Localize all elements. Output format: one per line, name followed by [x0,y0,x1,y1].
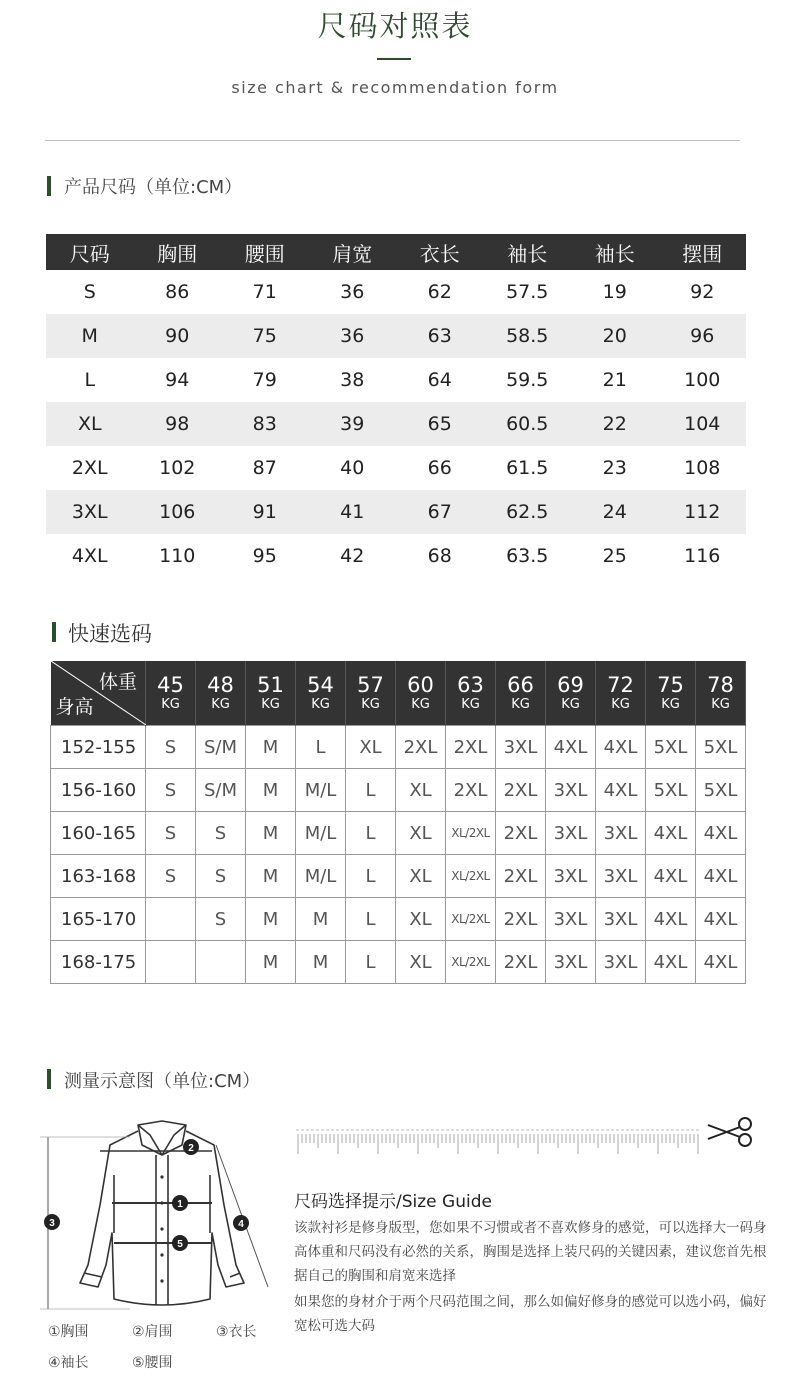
size-cell: 92 [690,281,715,303]
weight-value: 48 [207,673,234,697]
recommended-size-cell: S [146,769,196,812]
quick-section-title: 快速选码 [68,622,152,646]
recommended-size-cell: S [146,726,196,769]
size-cell: 21 [602,369,627,391]
size-cell: S [83,281,96,303]
weight-col-header [696,661,746,726]
recommended-size-cell: 5XL [696,726,746,769]
recommended-size-cell: 4XL [646,941,696,984]
recommended-size-cell [196,941,246,984]
quick-pick-row [51,941,746,984]
size-cell: 61.5 [506,457,549,479]
size-cell: 104 [659,402,747,446]
recommended-size-cell: XL [346,726,396,769]
weight-col-header [146,661,196,726]
size-cell: 25 [602,545,627,567]
quick-pick-row [51,812,746,855]
weight-value: 57 [357,673,384,697]
size-guide-paragraph-1: 该款衬衫是修身版型，您如果不习惯或者不喜欢修身的感觉，可以选择大一码身高体重和尺码没有必然的关系，胸围是选择上装尺码的关键因素，建议您首先根据自己的胸围和肩宽来选择 [294,1220,767,1284]
recommended-size-cell: M [246,812,296,855]
weight-value: 66 [507,673,534,697]
recommended-size-cell: M [246,726,296,769]
ruler-decoration [296,1126,706,1158]
recommended-size-cell: XL [396,941,446,984]
size-cell: 62.5 [484,490,572,534]
measure-section-title: 测量示意图（单位:CM） [64,1071,261,1092]
size-cell: 60.5 [484,402,572,446]
recommended-size-cell: 4XL [646,812,696,855]
weight-col-header [246,661,296,726]
recommended-size-cell: 3XL [596,855,646,898]
recommended-size-cell: M/L [296,855,346,898]
recommended-size-cell: 4XL [696,812,746,855]
size-cell: 106 [134,490,222,534]
size-section-title: 产品尺码（单位:CM） [64,177,243,198]
size-cell: 68 [427,545,452,567]
weight-value: 78 [707,673,734,697]
weight-col-header [496,661,546,726]
recommended-size-cell: L [346,855,396,898]
size-cell: 3XL [46,490,134,534]
recommended-size-cell: 3XL [496,726,546,769]
recommended-size-cell: 5XL [646,769,696,812]
size-cell: 95 [252,545,277,567]
recommended-size-cell: M/L [296,769,346,812]
size-row [46,402,746,446]
recommended-size-cell: M [296,898,346,941]
size-cell: 110 [159,545,196,567]
size-row [46,358,746,402]
weight-value: 60 [407,673,434,697]
recommended-size-cell: XL/2XL [446,941,496,984]
size-cell: 23 [602,457,627,479]
size-cell: 62 [427,281,452,303]
recommended-size-cell: 3XL [546,941,596,984]
size-cell: 91 [221,490,309,534]
recommended-size-cell: S [196,855,246,898]
corner-weight-label: 体重 [98,671,137,693]
size-cell: 58.5 [484,314,572,358]
size-col-header: 腰围 [221,234,309,270]
size-cell: 39 [309,402,397,446]
recommended-size-cell: XL [396,769,446,812]
legend-waist: ⑤腰围 [132,1355,173,1371]
weight-unit: KG [311,697,330,712]
recommended-size-cell: S [146,855,196,898]
height-range-cell: 163-168 [51,855,146,898]
marker-1: 1 [177,1199,183,1210]
page-subtitle: size chart & recommendation form [231,78,559,97]
weight-col-header [346,661,396,726]
size-cell: 57.5 [506,281,549,303]
marker-3: 3 [49,1218,55,1229]
weight-unit: KG [611,697,630,712]
size-row [46,446,746,490]
size-cell: 94 [165,369,190,391]
recommended-size-cell: S/M [196,769,246,812]
scissors-icon [706,1114,756,1150]
legend-shoulder: ②肩围 [132,1324,173,1340]
height-range-cell: 156-160 [51,769,146,812]
size-cell: 63 [396,314,484,358]
recommended-size-cell: XL [396,812,446,855]
size-guide-paragraph-2: 如果您的身材介于两个尺码范围之间，那么如偏好修身的感觉可以选小码，偏好宽松可选大码 [294,1294,767,1334]
recommended-size-cell: S [196,812,246,855]
size-cell: 4XL [71,545,108,567]
legend-length: ③衣长 [216,1324,257,1340]
recommended-size-cell: L [346,812,396,855]
size-cell: 98 [134,402,222,446]
recommended-size-cell: 2XL [396,726,446,769]
weight-col-header [646,661,696,726]
recommended-size-cell: XL/2XL [446,898,496,941]
recommended-size-cell: M [246,898,296,941]
recommended-size-cell: 5XL [696,769,746,812]
size-cell: 75 [221,314,309,358]
recommended-size-cell: L [296,726,346,769]
size-row [46,490,746,534]
height-range-cell: 168-175 [51,941,146,984]
weight-unit: KG [661,697,680,712]
size-cell: 24 [571,490,659,534]
height-range-cell: 152-155 [51,726,146,769]
recommended-size-cell: 2XL [496,812,546,855]
recommended-size-cell: M [296,941,346,984]
size-guide-title: 尺码选择提示/Size Guide [294,1192,492,1212]
size-cell: 36 [340,281,365,303]
recommended-size-cell: XL/2XL [446,855,496,898]
recommended-size-cell: 5XL [646,726,696,769]
recommended-size-cell: L [346,769,396,812]
recommended-size-cell: XL/2XL [446,812,496,855]
size-col-header: 袖长 [484,234,572,270]
size-cell: 64 [427,369,452,391]
section-marker [52,622,56,642]
weight-value: 75 [657,673,684,697]
weight-col-header [296,661,346,726]
size-cell: XL [46,402,134,446]
size-row [46,534,746,578]
weight-unit: KG [711,697,730,712]
size-cell: 42 [340,545,365,567]
weight-value: 72 [607,673,634,697]
recommended-size-cell: XL [396,855,446,898]
recommended-size-cell: 2XL [446,726,496,769]
recommended-size-cell: L [346,941,396,984]
recommended-size-cell: 2XL [496,769,546,812]
recommended-size-cell: 2XL [496,941,546,984]
weight-height-corner [51,661,146,726]
weight-value: 51 [257,673,284,697]
height-range-cell: 165-170 [51,898,146,941]
marker-4: 4 [238,1219,244,1230]
size-cell: 40 [340,457,365,479]
size-cell: 102 [159,457,196,479]
size-cell: 83 [221,402,309,446]
recommended-size-cell: 3XL [546,812,596,855]
weight-unit: KG [211,697,230,712]
recommended-size-cell: 3XL [546,769,596,812]
size-cell: 36 [309,314,397,358]
size-cell: 79 [252,369,277,391]
recommended-size-cell: 2XL [446,769,496,812]
page-title: 尺码对照表 [317,9,473,43]
weight-col-header [396,661,446,726]
recommended-size-cell [146,898,196,941]
weight-unit: KG [261,697,280,712]
shirt-measurement-diagram [40,1115,285,1315]
weight-unit: KG [461,697,480,712]
size-col-header: 尺码 [46,234,134,270]
recommended-size-cell: 3XL [546,855,596,898]
recommended-size-cell: S/M [196,726,246,769]
recommended-size-cell: 3XL [596,941,646,984]
size-row [46,314,746,358]
size-col-header: 胸围 [134,234,222,270]
recommended-size-cell: 4XL [696,941,746,984]
quick-pick-row [51,769,746,812]
recommended-size-cell: M [246,941,296,984]
size-chart-table [46,234,746,578]
weight-col-header [446,661,496,726]
weight-col-header [596,661,646,726]
weight-value: 54 [307,673,334,697]
size-cell: 2XL [71,457,108,479]
recommended-size-cell [146,941,196,984]
size-cell: 112 [659,490,747,534]
recommended-size-cell: M [246,769,296,812]
quick-pick-row [51,898,746,941]
header-divider [45,140,740,141]
recommended-size-cell: L [346,898,396,941]
title-underline [377,58,411,60]
recommended-size-cell: S [196,898,246,941]
recommended-size-cell: 4XL [696,855,746,898]
size-chart-header-row [46,234,746,270]
marker-2: 2 [188,1143,194,1154]
size-cell: 41 [309,490,397,534]
size-cell: 65 [396,402,484,446]
weight-unit: KG [361,697,380,712]
section-marker [47,1069,51,1089]
size-cell: 38 [340,369,365,391]
weight-value: 45 [157,673,184,697]
size-cell: 67 [396,490,484,534]
recommended-size-cell: 4XL [546,726,596,769]
weight-unit: KG [511,697,530,712]
size-cell: 108 [684,457,721,479]
size-cell: 19 [602,281,627,303]
size-cell: 96 [659,314,747,358]
size-cell: 90 [134,314,222,358]
weight-value: 69 [557,673,584,697]
recommended-size-cell: 4XL [646,855,696,898]
corner-height-label: 身高 [55,696,94,718]
weight-col-header [196,661,246,726]
recommended-size-cell: 3XL [546,898,596,941]
recommended-size-cell: 2XL [496,898,546,941]
quick-pick-row [51,726,746,769]
size-cell: 100 [684,369,721,391]
recommended-size-cell: 4XL [646,898,696,941]
size-col-header: 肩宽 [309,234,397,270]
size-cell: 63.5 [506,545,549,567]
size-col-header: 袖长 [571,234,659,270]
size-cell: 87 [252,457,277,479]
height-range-cell: 160-165 [51,812,146,855]
quick-pick-header-row [51,661,746,726]
recommended-size-cell: 4XL [696,898,746,941]
weight-value: 63 [457,673,484,697]
legend-sleeve: ④袖长 [48,1355,89,1371]
size-cell: 22 [571,402,659,446]
recommended-size-cell: S [146,812,196,855]
recommended-size-cell: XL [396,898,446,941]
size-row [46,270,746,314]
size-cell: 86 [165,281,190,303]
weight-unit: KG [161,697,180,712]
recommended-size-cell: M [246,855,296,898]
size-cell: 20 [571,314,659,358]
marker-5: 5 [177,1239,183,1250]
section-marker [47,176,51,196]
size-cell: 59.5 [506,369,549,391]
size-col-header: 摆围 [659,234,747,270]
weight-unit: KG [561,697,580,712]
recommended-size-cell: 4XL [596,769,646,812]
legend-chest: ①胸围 [48,1324,89,1340]
size-cell: 71 [252,281,277,303]
weight-unit: KG [411,697,430,712]
recommended-size-cell: M/L [296,812,346,855]
recommended-size-cell: 2XL [496,855,546,898]
size-cell: M [46,314,134,358]
size-col-header: 衣长 [396,234,484,270]
recommended-size-cell: 3XL [596,898,646,941]
size-cell: 116 [684,545,721,567]
quick-pick-row [51,855,746,898]
recommended-size-cell: 3XL [596,812,646,855]
size-cell: L [84,369,96,391]
quick-pick-table [50,661,746,984]
size-cell: 66 [427,457,452,479]
recommended-size-cell: 4XL [596,726,646,769]
weight-col-header [546,661,596,726]
